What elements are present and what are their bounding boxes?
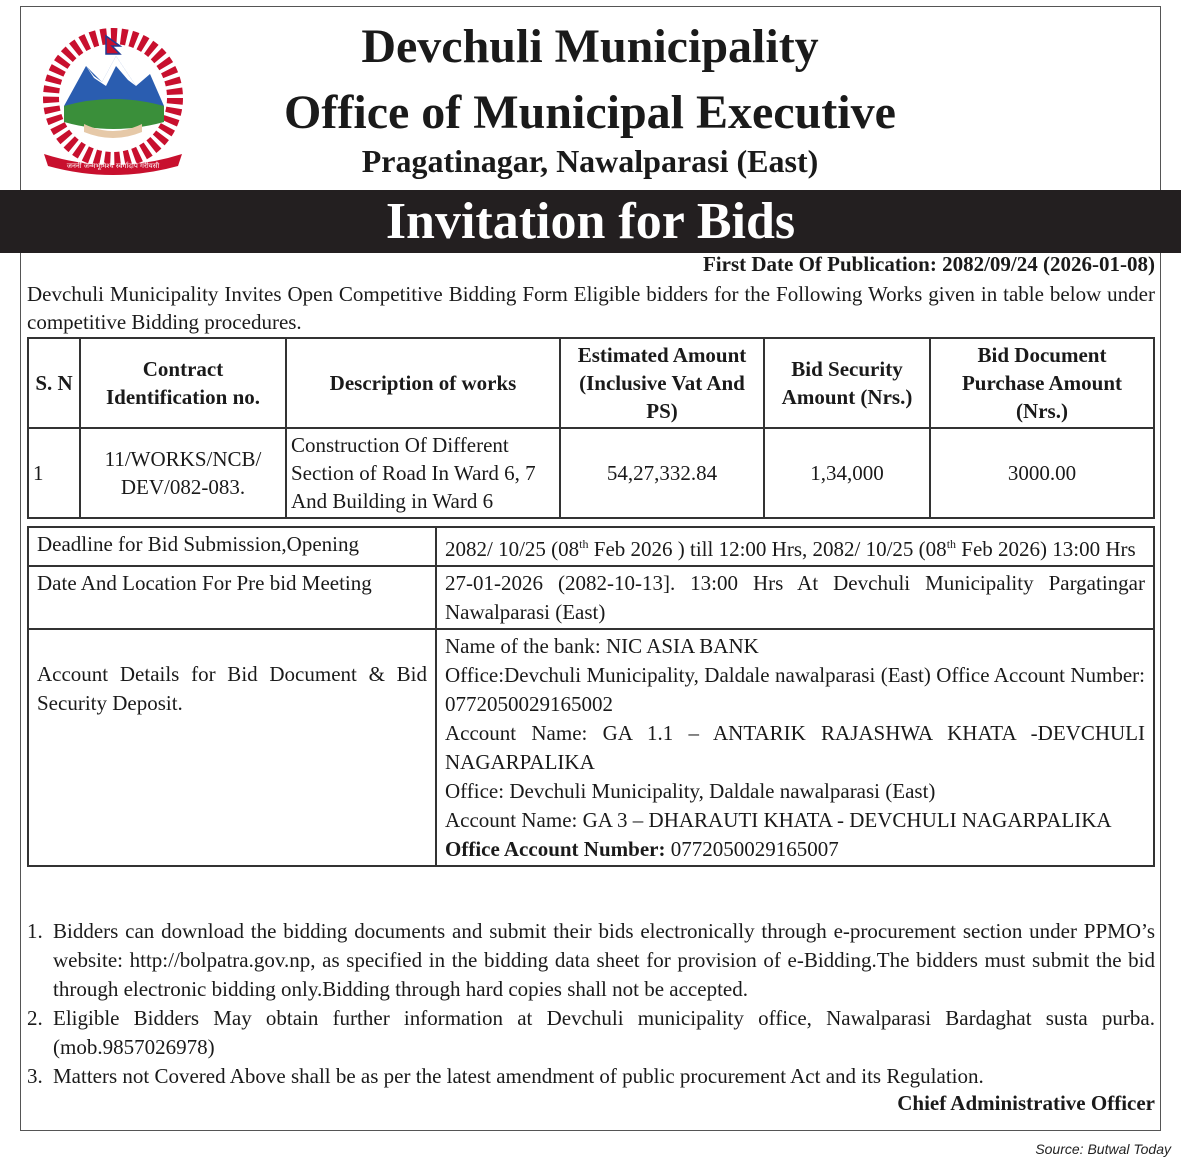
deadline-label: Deadline for Bid Submission,Opening — [28, 527, 436, 566]
deadline-part: Feb 2026) 13:00 Hrs — [956, 537, 1136, 561]
cell-contract: 11/WORKS/NCB/ DEV/082-083. — [80, 428, 286, 518]
deadline-sup: th — [579, 537, 589, 551]
municipality-name: Devchuli Municipality — [361, 20, 819, 73]
office-account-2-label: Office Account Number: — [445, 837, 666, 861]
source-credit: Source: Butwal Today — [1035, 1141, 1171, 1157]
note-text: Bidders can download the bidding documents and submit their bids electronically through e-procurement section under PPMO’s website: http://bolpatra.gov.np, as specified in the bidding data sheet for provision of e-Bidding.The bidders must submit the bid through electronic bidding only.Bidding through hard copies shall not be accepted. — [53, 919, 1155, 1001]
list-item — [27, 917, 1155, 1004]
deadline-sup: th — [946, 537, 957, 551]
deadline-value — [436, 527, 1154, 566]
col-bid-security: Bid Security Amount (Nrs.) — [764, 338, 930, 428]
publication-date: First Date Of Publication: 2082/09/24 (2026-01-08) — [702, 252, 1155, 276]
col-bid-document: Bid Document Purchase Amount (Nrs.) — [930, 338, 1154, 428]
table-row — [28, 527, 1154, 566]
prebid-label: Date And Location For Pre bid Meeting — [28, 566, 436, 629]
bank-name: Name of the bank: NIC ASIA BANK — [445, 634, 759, 658]
list-item — [27, 1062, 1155, 1091]
works-table — [27, 337, 1155, 519]
nepal-emblem — [24, 26, 202, 176]
deadline-part: 2082/ 10/25 (08 — [445, 537, 580, 561]
prebid-value: 27-01-2026 (2082-10-13]. 13:00 Hrs At Devchuli Municipality Pargatingar Nawalparasi (East) — [436, 566, 1154, 629]
note-text: Matters not Covered Above shall be as per the latest amendment of public procurement Act and its Regulation. — [53, 1064, 984, 1088]
cell-sn: 1 — [28, 428, 80, 518]
deadline-part: Feb 2026 ) till 12:00 Hrs, 2082/ 10/25 (08 — [588, 537, 947, 561]
col-sn: S. N — [28, 338, 80, 428]
office-name: Office of Municipal Executive — [284, 86, 896, 139]
cell-bid-document: 3000.00 — [930, 428, 1154, 518]
signatory: Chief Administrative Officer — [897, 1091, 1155, 1115]
office-2: Office: Devchuli Municipality, Daldale nawalparasi (East) — [445, 779, 936, 803]
col-estimated: Estimated Amount (Inclusive Vat And PS) — [560, 338, 764, 428]
notice-title-banner: Invitation for Bids — [0, 190, 1181, 253]
intro-paragraph: Devchuli Municipality Invites Open Competitive Bidding Form Eligible bidders for the Following Works given in table below under competitive Bidding procedures. — [27, 282, 1155, 334]
works-table-header — [28, 338, 1154, 428]
office-account-2-number: 0772050029165007 — [665, 837, 839, 861]
cell-estimated: 54,27,332.84 — [560, 428, 764, 518]
col-description: Description of works — [286, 338, 560, 428]
account-value — [436, 629, 1154, 866]
account-name-2: Account Name: GA 3 – DHARAUTI KHATA - DEVCHULI NAGARPALIKA — [445, 808, 1112, 832]
list-item — [27, 1004, 1155, 1062]
col-contract: Contract Identification no. — [80, 338, 286, 428]
account-name-1: Account Name: GA 1.1 – ANTARIK RAJASHWA KHATA -DEVCHULI NAGARPALIKA — [445, 721, 1145, 774]
table-row — [28, 629, 1154, 866]
account-label: Account Details for Bid Document & Bid Security Deposit. — [28, 629, 436, 866]
note-number: 3. — [27, 1064, 43, 1088]
office-account-1: Office:Devchuli Municipality, Daldale nawalparasi (East) Office Account Number: 0772050029165002 — [445, 663, 1145, 716]
office-account-2 — [445, 835, 1145, 864]
table-row — [28, 566, 1154, 629]
table-row — [28, 428, 1154, 518]
cell-description: Construction Of Different Section of Road In Ward 6, 7 And Building in Ward 6 — [286, 428, 560, 518]
office-address: Pragatinagar, Nawalparasi (East) — [361, 143, 819, 179]
note-number: 1. — [27, 919, 43, 943]
details-table — [27, 526, 1155, 867]
note-number: 2. — [27, 1006, 43, 1030]
note-text: Eligible Bidders May obtain further information at Devchuli municipality office, Nawalparasi Bardaghat susta purba.(mob.9857026978) — [53, 1006, 1155, 1059]
cell-bid-security: 1,34,000 — [764, 428, 930, 518]
notes-list — [27, 917, 1155, 1091]
emblem-motto: जननी जन्मभूमिश्च स्वर्गादपि गरीयसी — [66, 162, 160, 170]
